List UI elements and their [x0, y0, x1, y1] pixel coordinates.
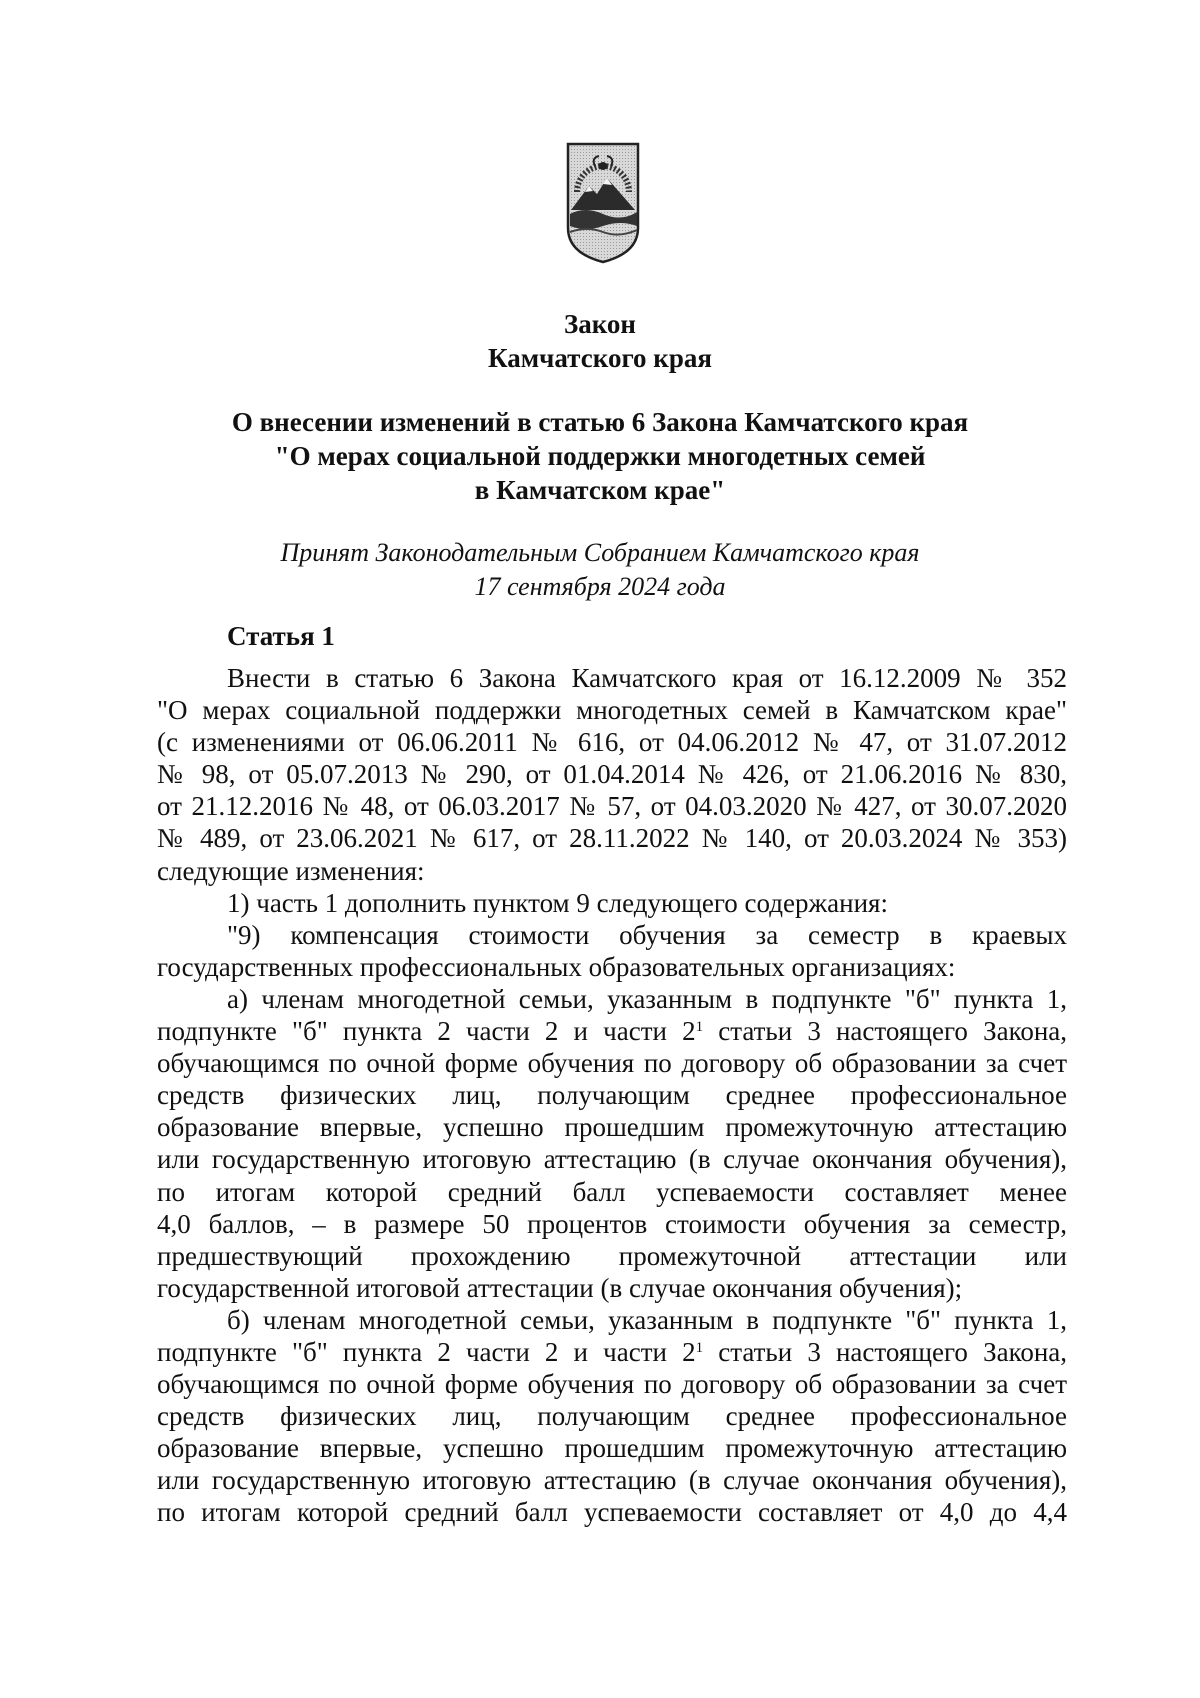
text-line: или государственную итоговую аттестацию (в случае окончания обучения),	[157, 1465, 1067, 1496]
text-line: 4,0 баллов, – в размере 50 процентов стоимости обучения за семестр,	[157, 1208, 1067, 1239]
text-line: государственных профессиональных образовательных организациях:	[157, 951, 956, 982]
region-title: Камчатского края	[488, 343, 712, 373]
text-line: образование впервые, успешно прошедшим промежуточную аттестацию	[157, 1433, 1067, 1464]
text-line: по итогам которой средний балл успеваемости составляет от 4,0 до 4,4	[157, 1497, 1067, 1528]
text-line: государственной итоговой аттестации (в случае окончания обучения);	[157, 1272, 963, 1303]
text-line: обучающимся по очной форме обучения по договору об образовании за счет	[157, 1048, 1067, 1079]
text-line: "9) компенсация стоимости обучения за семестр в краевых	[227, 919, 1067, 950]
text-fragment: статьи 3 настоящего Закона,	[703, 1016, 1068, 1047]
text-line: б) членам многодетной семьи, указанным в подпункте "б" пункта 1,	[227, 1304, 1067, 1335]
text-fragment: подпункте "б" пункта 2 части 2 и части 2	[157, 1016, 696, 1047]
subject-line: О внесении изменений в статью 6 Закона Камчатского края	[231, 407, 969, 437]
text-line: обучающимся по очной форме обучения по договору об образовании за счет	[157, 1369, 1067, 1400]
article-heading: Статья 1	[227, 621, 335, 651]
adoption-note	[0, 536, 1200, 604]
text-line: средств физических лиц, получающим среднее профессиональное	[157, 1080, 1067, 1111]
text-line: средств физических лиц, получающим среднее профессиональное	[157, 1401, 1067, 1432]
text-line: или государственную итоговую аттестацию (в случае окончания обучения),	[157, 1144, 1067, 1175]
subject-line: в Камчатском крае"	[474, 475, 726, 505]
text-line: предшествующий прохождению промежуточной аттестации или	[157, 1240, 1067, 1271]
article-body	[157, 662, 1067, 1529]
text-line: (с изменениями от 06.06.2011 № 616, от 04.06.2012 № 47, от 31.07.2012	[157, 727, 1067, 758]
text-fragment: статьи 3 настоящего Закона,	[703, 1336, 1068, 1367]
adoption-date: 17 сентября 2024 года	[474, 572, 726, 601]
text-line: № 98, от 05.07.2013 № 290, от 01.04.2014 № 426, от 21.06.2016 № 830,	[157, 759, 1067, 790]
coat-of-arms-emblem	[565, 140, 641, 265]
text-line: образование впервые, успешно прошедшим промежуточную аттестацию	[157, 1112, 1067, 1143]
document-type-title: Закон	[563, 309, 636, 339]
text-line: Внести в статью 6 Закона Камчатского края от 16.12.2009 № 352	[227, 663, 1067, 693]
text-line-with-superscript	[157, 1015, 1067, 1047]
text-line: а) членам многодетной семьи, указанным в подпункте "б" пункта 1,	[227, 983, 1067, 1014]
law-subject-heading	[0, 405, 1200, 507]
superscript: 1	[695, 1019, 704, 1036]
text-line-with-superscript	[157, 1336, 1067, 1368]
superscript: 1	[695, 1339, 704, 1356]
text-line: по итогам которой средний балл успеваемости составляет менее	[157, 1176, 1067, 1207]
adoption-body: Принят Законодательным Собранием Камчатского края	[280, 538, 920, 567]
text-line: следующие изменения:	[157, 855, 425, 886]
text-fragment: подпункте "б" пункта 2 части 2 и части 2	[157, 1336, 696, 1367]
subject-line: "О мерах социальной поддержки многодетных семей	[274, 441, 926, 471]
text-line: 1) часть 1 дополнить пунктом 9 следующего содержания:	[227, 887, 888, 918]
text-line: от 21.12.2016 № 48, от 06.03.2017 № 57, от 04.03.2020 № 427, от 30.07.2020	[157, 791, 1067, 822]
text-line: № 489, от 23.06.2021 № 617, от 28.11.2022 № 140, от 20.03.2024 № 353)	[157, 823, 1067, 854]
text-line: "О мерах социальной поддержки многодетных семей в Камчатском крае"	[157, 695, 1067, 726]
